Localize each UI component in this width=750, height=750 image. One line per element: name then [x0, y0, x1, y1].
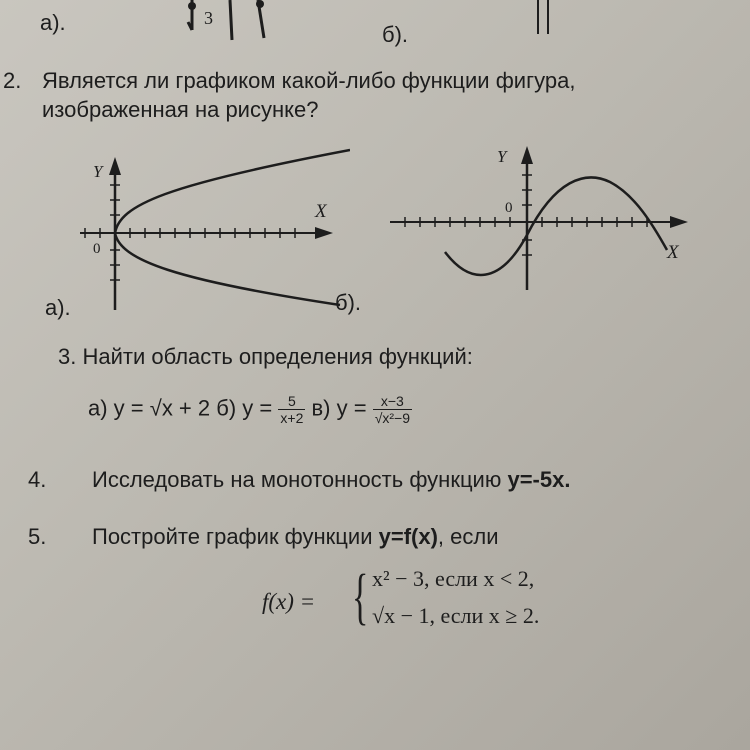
top-digit: 3 — [204, 8, 213, 28]
q4-body — [92, 467, 570, 493]
q5-case1: x² − 3, если x < 2, — [372, 566, 535, 591]
q5-tail: , если — [437, 524, 499, 549]
q3-b-fraction — [278, 393, 305, 426]
graph-a — [75, 145, 350, 315]
q4-text: Исследовать на монотонность функцию — [92, 467, 502, 492]
graph-a-y-label: Y — [93, 162, 103, 181]
graph-a-x-label: X — [315, 201, 327, 222]
graph-b-y-label: Y — [497, 147, 507, 166]
graph-a-origin: 0 — [93, 241, 101, 257]
top-option-a-label: а). — [40, 10, 66, 35]
q3-v-prefix: в) y = — [311, 395, 367, 421]
q4-func: y=-5x. — [507, 467, 571, 492]
top-option-b-label: б). — [382, 22, 409, 47]
q5-body — [92, 524, 499, 550]
q4-number: 4. — [28, 467, 47, 492]
graph-a-caption: а). — [45, 295, 71, 320]
graph-b — [385, 140, 705, 300]
q5-case2: √x − 1, если x ≥ 2. — [372, 603, 540, 628]
top-graph-a-fragment — [180, 0, 280, 45]
q3-b-denominator: x+2 — [280, 410, 304, 426]
q5-lhs: f(x) = — [262, 589, 316, 614]
q3-b-prefix: б) y = — [216, 395, 273, 421]
q5-text: Постройте график функции — [92, 524, 373, 549]
top-graph-b-fragment — [530, 0, 560, 45]
q2-number: 2. — [3, 68, 22, 93]
graph-b-caption: б). — [335, 290, 362, 315]
q3-v-denominator: √x²−9 — [374, 410, 411, 426]
q5-brace: { — [352, 563, 369, 631]
graph-b-origin: 0 — [505, 200, 513, 216]
graph-b-x-label: X — [667, 242, 679, 263]
q5-func: y=f(x) — [378, 524, 438, 549]
q3-b-numerator: 5 — [278, 393, 305, 410]
q3-functions — [88, 393, 412, 426]
q5-number: 5. — [28, 524, 47, 549]
q2-line2: изображенная на рисунке? — [42, 97, 319, 122]
q3-v-numerator: x−3 — [373, 393, 412, 410]
q3-a: а) y = √x + 2 — [88, 395, 211, 421]
q3-title: 3. Найти область определения функций: — [58, 344, 473, 369]
q2-line1: Является ли графиком какой-либо функции фигура, — [42, 68, 576, 93]
q3-v-fraction — [373, 393, 412, 426]
